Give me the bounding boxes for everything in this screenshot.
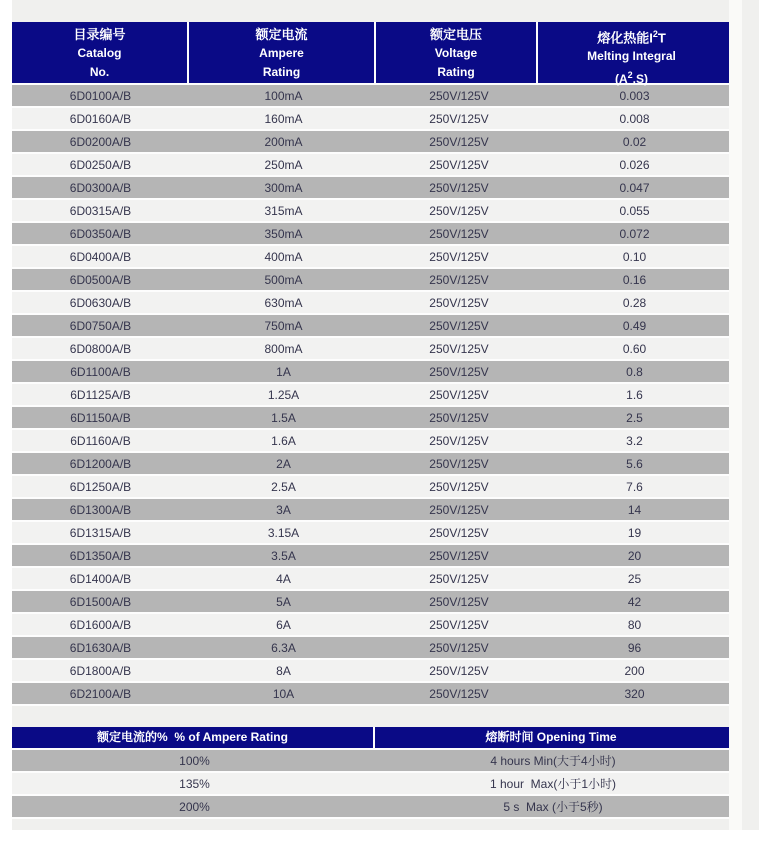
ampere-rating-cell: 10A [272, 686, 295, 701]
melting-integral-cell: 1.6 [626, 387, 643, 402]
catalog-no-cell: 6D1800A/B [69, 663, 132, 678]
table-row [12, 591, 729, 614]
voltage-rating-cell: 250V/125V [429, 640, 489, 655]
table-row [12, 315, 729, 338]
voltage-rating-cell: 250V/125V [429, 617, 489, 632]
opening-time-cell: 4 hours Min(大于4小时) [490, 754, 616, 768]
fuse-spec-table-body [12, 85, 729, 706]
melting-integral-cell: 0.072 [619, 226, 650, 241]
ampere-rating-cell: 2.5A [271, 479, 296, 494]
catalog-no-header-en2: No. [89, 65, 110, 79]
ampere-rating-cell: 200mA [264, 134, 303, 149]
catalog-no-cell: 6D1350A/B [69, 548, 132, 563]
melting-integral-cell: 0.008 [619, 111, 650, 126]
table-row [12, 200, 729, 223]
voltage-rating-cell: 250V/125V [429, 111, 489, 126]
table-row [12, 660, 729, 683]
ampere-rating-cell: 4A [276, 571, 291, 586]
datasheet-page [12, 0, 759, 830]
voltage-rating-cell: 250V/125V [429, 479, 489, 494]
voltage-rating-cell: 250V/125V [429, 387, 489, 402]
opening-time-column-header: 熔断时间 Opening Time [485, 730, 617, 744]
ampere-rating-header-zh: 额定电流 [255, 27, 308, 42]
catalog-no-cell: 6D1600A/B [69, 617, 132, 632]
table-row [12, 131, 729, 154]
table-row [12, 292, 729, 315]
voltage-rating-cell: 250V/125V [429, 663, 489, 678]
melting-integral-cell: 19 [627, 525, 642, 540]
catalog-no-cell: 6D1200A/B [69, 456, 132, 471]
voltage-rating-header-en1: Voltage [434, 46, 478, 60]
table-row [12, 614, 729, 637]
melting-integral-cell: 25 [627, 571, 642, 586]
opening-time-table [12, 727, 729, 819]
table-row [12, 407, 729, 430]
catalog-no-cell: 6D0350A/B [69, 226, 132, 241]
ampere-rating-cell: 3A [276, 502, 291, 517]
fuse-spec-table-header [12, 22, 729, 85]
ampere-rating-header-en2: Rating [262, 65, 301, 79]
ampere-rating-cell: 160mA [264, 111, 303, 126]
catalog-no-cell: 6D1300A/B [69, 502, 132, 517]
catalog-no-cell: 6D1150A/B [70, 410, 131, 425]
voltage-rating-cell: 250V/125V [429, 295, 489, 310]
catalog-no-cell: 6D0250A/B [69, 157, 132, 172]
melting-integral-cell: 80 [627, 617, 642, 632]
table-row [12, 476, 729, 499]
melting-integral-cell: 42 [627, 594, 642, 609]
ampere-rating-header-en1: Ampere [259, 46, 304, 60]
ampere-rating-cell: 630mA [264, 295, 303, 310]
melting-integral-cell: 0.10 [622, 249, 647, 264]
melting-integral-cell: 200 [624, 663, 645, 678]
table-row [12, 683, 729, 706]
voltage-rating-cell: 250V/125V [429, 525, 489, 540]
percent-cell: 100% [179, 753, 210, 768]
ampere-rating-cell: 1.6A [271, 433, 296, 448]
voltage-rating-cell: 250V/125V [429, 249, 489, 264]
catalog-no-cell: 6D1250A/B [69, 479, 132, 494]
ampere-rating-cell: 315mA [264, 203, 303, 218]
voltage-rating-cell: 250V/125V [429, 226, 489, 241]
voltage-rating-column-header [376, 22, 538, 83]
table-row [12, 269, 729, 292]
ampere-rating-cell: 250mA [264, 157, 303, 172]
ampere-rating-cell: 1A [276, 364, 291, 379]
table-row [12, 499, 729, 522]
catalog-no-cell: 6D0500A/B [69, 272, 132, 287]
table-row [12, 522, 729, 545]
voltage-rating-cell: 250V/125V [429, 456, 489, 471]
catalog-no-header-zh: 目录编号 [73, 27, 126, 42]
melting-integral-cell: 0.047 [619, 180, 650, 195]
melting-integral-cell: 14 [627, 502, 642, 517]
table-row [12, 430, 729, 453]
melting-integral-cell: 0.026 [619, 157, 650, 172]
voltage-rating-cell: 250V/125V [429, 410, 489, 425]
catalog-no-cell: 6D0400A/B [69, 249, 132, 264]
melting-integral-column-header [538, 22, 725, 87]
catalog-no-cell: 6D1125A/B [70, 387, 131, 402]
catalog-no-cell: 6D0100A/B [69, 88, 132, 103]
voltage-rating-cell: 250V/125V [429, 318, 489, 333]
opening-time-cell: 1 hour Max(小于1小时) [489, 777, 617, 791]
ampere-rating-cell: 400mA [264, 249, 303, 264]
percent-of-ampere-rating-column-header: 额定电流的% % of Ampere Rating [12, 727, 375, 748]
melting-integral-cell: 0.16 [622, 272, 647, 287]
ampere-rating-cell: 3.15A [267, 525, 300, 540]
ampere-rating-cell: 2A [276, 456, 291, 471]
voltage-rating-cell: 250V/125V [429, 341, 489, 356]
ampere-rating-cell: 3.5A [271, 548, 296, 563]
page-edge-strip [729, 0, 742, 830]
voltage-rating-header-zh: 额定电压 [429, 27, 482, 42]
melting-integral-cell: 3.2 [626, 433, 643, 448]
melting-integral-cell: 0.003 [619, 88, 650, 103]
table-row [12, 338, 729, 361]
voltage-rating-cell: 250V/125V [429, 364, 489, 379]
voltage-rating-cell: 250V/125V [429, 180, 489, 195]
melting-integral-cell: 20 [627, 548, 642, 563]
ampere-rating-cell: 1.5A [271, 410, 296, 425]
percent-cell: 135% [179, 776, 210, 791]
catalog-no-header-en1: Catalog [77, 46, 122, 60]
voltage-rating-cell: 250V/125V [429, 433, 489, 448]
melting-integral-cell: 320 [624, 686, 645, 701]
catalog-no-cell: 6D1160A/B [70, 433, 131, 448]
melting-integral-cell: 0.60 [622, 341, 647, 356]
melting-integral-cell: 96 [627, 640, 642, 655]
table-row [12, 637, 729, 660]
opening-time-table-body [12, 750, 729, 819]
table-row [12, 384, 729, 407]
melting-integral-cell: 0.02 [622, 134, 647, 149]
catalog-no-cell: 6D1630A/B [69, 640, 132, 655]
table-row [12, 545, 729, 568]
percent-cell: 200% [179, 799, 210, 814]
catalog-no-cell: 6D0300A/B [69, 180, 132, 195]
ampere-rating-cell: 350mA [264, 226, 303, 241]
voltage-rating-cell: 250V/125V [429, 502, 489, 517]
catalog-no-cell: 6D1315A/B [69, 525, 132, 540]
catalog-no-cell: 6D0200A/B [69, 134, 132, 149]
ampere-rating-cell: 8A [276, 663, 291, 678]
melting-integral-cell: 5.6 [626, 456, 643, 471]
catalog-no-cell: 6D1100A/B [70, 364, 131, 379]
melting-integral-cell: 0.28 [622, 295, 647, 310]
ampere-rating-cell: 500mA [264, 272, 303, 287]
catalog-no-cell: 6D0160A/B [69, 111, 132, 126]
voltage-rating-cell: 250V/125V [429, 134, 489, 149]
ampere-rating-cell: 6A [276, 617, 291, 632]
table-row [12, 246, 729, 269]
voltage-rating-cell: 250V/125V [429, 88, 489, 103]
voltage-rating-cell: 250V/125V [429, 686, 489, 701]
catalog-no-cell: 6D2100A/B [69, 686, 132, 701]
voltage-rating-cell: 250V/125V [429, 157, 489, 172]
ampere-rating-cell: 1.25A [267, 387, 300, 402]
table-row [12, 85, 729, 108]
opening-time-cell: 5 s Max (小于5秒) [503, 800, 603, 814]
melting-integral-header-unit: $(A^2.S)$ [614, 70, 649, 87]
melting-integral-cell: 0.055 [619, 203, 650, 218]
voltage-rating-cell: 250V/125V [429, 548, 489, 563]
melting-integral-header-zh: 熔化热能$I^2T$ [597, 29, 666, 46]
table-row [12, 154, 729, 177]
catalog-no-cell: 6D0630A/B [69, 295, 132, 310]
melting-integral-cell: 7.6 [626, 479, 643, 494]
ampere-rating-cell: 6.3A [271, 640, 296, 655]
opening-time-table-header [12, 727, 729, 750]
catalog-no-column-header [12, 22, 189, 83]
melting-integral-cell: 0.49 [622, 318, 647, 333]
voltage-rating-cell: 250V/125V [429, 203, 489, 218]
catalog-no-cell: 6D1500A/B [69, 594, 132, 609]
voltage-rating-cell: 250V/125V [429, 571, 489, 586]
table-row [12, 750, 729, 773]
ampere-rating-cell: 100mA [264, 88, 303, 103]
ampere-rating-cell: 5A [276, 594, 291, 609]
ampere-rating-cell: 800mA [264, 341, 303, 356]
melting-integral-header-en: Melting Integral [587, 49, 676, 64]
voltage-rating-cell: 250V/125V [429, 594, 489, 609]
ampere-rating-cell: 750mA [264, 318, 303, 333]
voltage-rating-cell: 250V/125V [429, 272, 489, 287]
catalog-no-cell: 6D1400A/B [69, 571, 132, 586]
catalog-no-cell: 6D0315A/B [69, 203, 132, 218]
table-row [12, 177, 729, 200]
catalog-no-cell: 6D0750A/B [69, 318, 132, 333]
ampere-rating-cell: 300mA [264, 180, 303, 195]
table-row [12, 773, 729, 796]
melting-integral-cell: 2.5 [626, 410, 643, 425]
table-row [12, 108, 729, 131]
table-row [12, 568, 729, 591]
table-row [12, 223, 729, 246]
table-row [12, 453, 729, 476]
table-row [12, 796, 729, 819]
table-row [12, 361, 729, 384]
catalog-no-cell: 6D0800A/B [69, 341, 132, 356]
fuse-spec-table [12, 22, 729, 706]
voltage-rating-header-en2: Rating [437, 65, 475, 79]
ampere-rating-column-header [189, 22, 376, 83]
melting-integral-cell: 0.8 [626, 364, 643, 379]
